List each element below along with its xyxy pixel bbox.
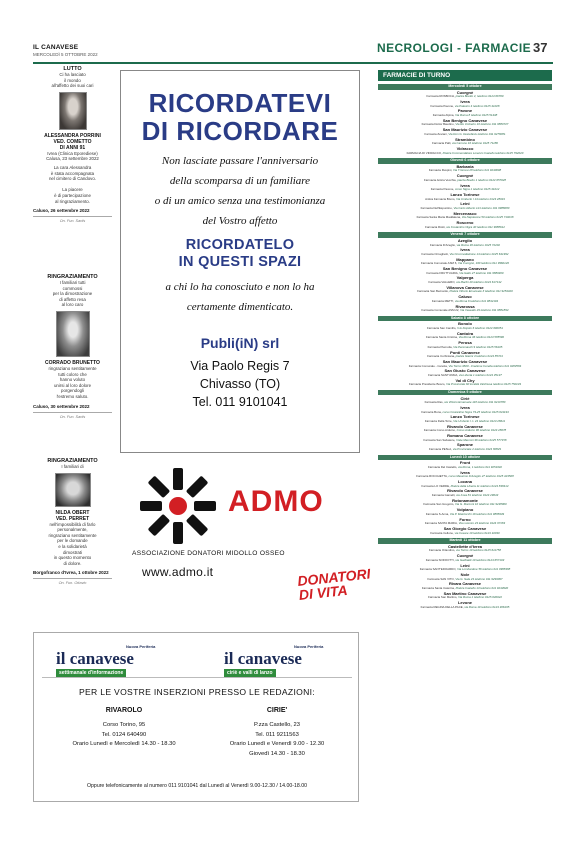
obituary-heading: LUTTO <box>63 66 82 72</box>
obituary-place-date: Caluso, 30 settembre 2022 <box>33 403 90 409</box>
pharmacy-town: Forno <box>459 516 471 522</box>
portrait-photo <box>59 92 87 130</box>
ad-cta-1: RICORDATELO <box>185 237 295 253</box>
admo-ad <box>120 455 372 630</box>
ad-company: Publi(iN) srl <box>200 335 280 351</box>
pharmacy-town: Rivara Canavese <box>448 581 482 587</box>
pharmacy-town: Val di Chy <box>455 377 475 383</box>
pharmacy-town: San Maurizio Canavese <box>442 358 488 364</box>
canavese-logo-left-sub: settimanale d'informazione <box>56 669 126 677</box>
pharmacy-entry <box>378 554 552 562</box>
pharmacy-town: Ivrea <box>460 247 470 253</box>
obituary-obert <box>33 458 112 585</box>
pharmacies-heading: FARMACIE DI TURNO <box>378 70 552 81</box>
obituary-details: nell'impossibilità di farlo personalmente, ringraziano sentitamente per le domande e la solidarietà dimostrati in questo momento di dolore. <box>48 521 97 566</box>
funeral-home: On. Fun. Ottavio <box>58 581 87 586</box>
pharmacy-days-list <box>378 84 552 609</box>
obituary-place-date: Caluso, 26 settembre 2022 <box>33 208 90 214</box>
pharmacy-entry <box>378 202 552 210</box>
pharmacy-entry <box>378 184 552 192</box>
pharmacy-entry <box>378 360 552 368</box>
pharmacy-entry <box>378 480 552 488</box>
pharmacy-town: Rivarossa <box>455 303 475 309</box>
pharmacy-entry <box>378 406 552 414</box>
pharmacy-entry <box>378 239 552 247</box>
pharmacy-name-address: Farmacia ROSBOCH, piazza Boetto 4, telefono 0124 66760 <box>426 95 504 99</box>
pharmacy-name-address: Farmacia METTI, via Roma 6 telefono 011 9832194 <box>431 299 499 303</box>
pharmacy-entry <box>378 601 552 609</box>
pharmacy-name-address: Farmacia SANT'ANNA, via Liberta 1 telefono 0124 35137 <box>428 373 502 377</box>
pharmacy-town: Barbania <box>456 163 474 169</box>
pharmacy-town: Volpiano <box>456 507 474 513</box>
divider <box>33 216 112 217</box>
pharmacy-entry <box>378 545 552 553</box>
pharmacy-town: Levone <box>457 600 472 606</box>
ad-headline-2: DI RICORDARE <box>141 116 339 146</box>
pharmacy-name-address: Farmacia SAN VITO, Via G. Sala 23 telefono 011 9299097 <box>427 577 503 581</box>
pharmacy-town: Bonolo <box>458 321 472 327</box>
pharmacy-town: Ciriè <box>460 395 470 401</box>
pharmacy-town: Leini <box>460 562 470 568</box>
publication-date: MERCOLEDÌ 5 OTTOBRE 2022 <box>33 52 98 57</box>
pharmacy-day-header: Mercoledì 5 ottobre <box>378 84 552 90</box>
page-header <box>33 40 553 62</box>
pharmacy-entry <box>378 489 552 497</box>
ad-text: Non lasciate passare l'anniversario della scomparsa di un familiare o di un amico senza una testimonianza del Vostro affetto <box>154 155 326 227</box>
divider <box>33 578 112 579</box>
pharmacy-town: Rivarolo Canavese <box>447 488 483 494</box>
pharmacy-entry <box>378 212 552 220</box>
pharmacy-name-address: Farmacia Dell'Espuntino, Via Carlo Alberto 121 telefono 011 9988080 <box>420 206 510 210</box>
pharmacy-name-address: Farmacia San Camillo, V.le Dopolo 6 telefono 0124 690051 <box>427 327 503 331</box>
pharmacy-entry <box>378 147 552 155</box>
pharmacy-town: Romano Canavese <box>447 433 483 439</box>
divider <box>42 677 352 678</box>
obituary-name: CORRADO BRUNETTO <box>45 359 100 366</box>
ad-phone: Tel. 011 9101041 <box>192 395 288 409</box>
pharmacy-name-address: Farmacia Piemolia, Via Peremasch 9 telefono 0125 56105 <box>427 345 503 349</box>
pharmacy-entry <box>378 119 552 127</box>
pharmacy-town: Vidracco <box>456 145 474 151</box>
pharmacy-name-address: Farmacia Antica Vecchia, piazza Boetto 1 telefono 0124 657028 <box>424 178 506 182</box>
pharmacy-name-address: Farmacia Comunale ASM 6, Via Cuorgnè, 160 telefono 011 9960120 <box>421 262 509 266</box>
pharmacy-entry <box>378 305 552 313</box>
divider <box>33 412 112 413</box>
pharmacy-name-address: Farmacia SANTA MARIA, Via Lorenzo 23 telefono 0124 97183 <box>424 522 506 526</box>
portrait-photo <box>56 311 90 357</box>
admo-slogan: DONATORI DI VITA <box>296 565 372 603</box>
pharmacy-name-address: Farmacia Riotti, via Costantino Nigra 40 telefono 011 9988612 <box>425 225 505 229</box>
pharmacy-town: Cuorgnè <box>456 89 474 95</box>
pharmacy-entry <box>378 128 552 136</box>
office-rivarolo: RIVAROLO Corso Torino, 95 Tel. 0124 640490 Orario Lunedì e Mercoledì 14.30 - 18.30 <box>72 707 176 747</box>
pharmacy-day-header: Sabato 8 ottobre <box>378 316 552 322</box>
obituary-intro: Ci ha lasciato il mondo all'affetto dei suoi cari <box>51 72 94 89</box>
canavese-logo-right-sub: ciriè e valli di lanzo <box>224 669 276 677</box>
pharmacy-entry <box>378 369 552 377</box>
pharmacy-town: Strambino <box>455 136 475 142</box>
pharmacy-town: Castellette d'Ivrea <box>447 543 483 549</box>
pharmacy-entry <box>378 397 552 405</box>
header-rule <box>33 62 553 64</box>
pharmacy-name-address: Farmacia D'Azeglio, via Roma 30 telefono 0125 72202 <box>430 243 500 247</box>
pharmacy-entry <box>378 434 552 442</box>
ad-cta-2: IN QUESTI SPAZI <box>178 254 302 270</box>
pharmacy-town: San Benigno Canavese <box>442 117 488 123</box>
pharmacy-entry <box>378 573 552 581</box>
pharmacy-town: Lanzo Torinese <box>450 191 480 197</box>
pharmacy-town: Sparone <box>456 442 473 448</box>
pharmacy-name-address: Farmacia Comunale - Ceretta, Via Torino 3829 - Frazione Ceretta telefono 011 9283584 <box>408 364 522 368</box>
pharmacy-entry <box>378 193 552 201</box>
pharmacy-town: Perosa <box>458 340 472 346</box>
pharmacy-name-address: Farmacia Santa Caterina, Piazza Castello 13 telefono 011 9243940 <box>421 586 509 590</box>
admo-association: ASSOCIAZIONE DONATORI MIDOLLO OSSEO <box>132 550 285 557</box>
pharmacy-town: Ivrea <box>460 469 470 475</box>
pharmacy-town: Mercenasco <box>453 210 477 216</box>
pharmacy-name-address: Farmacia Pavone, via Palestro 4 telefono 0125 41028 <box>430 104 500 108</box>
admo-logo-icon <box>138 466 218 546</box>
pharmacies-column <box>378 70 552 810</box>
canavese-logo-left: il canavese Nuova Periferia <box>56 644 156 668</box>
pharmacy-town: Leini <box>460 201 470 207</box>
pharmacy-name-address: Farmacia Ras, via Vittorio Emanuele 118 telefono 011 9210780 <box>424 401 506 405</box>
pharmacy-name-address: Farmacia ROCCHETTA, corso Massimo D'Azeglio 27 telefono 0125 423508 <box>416 475 514 479</box>
pharmacy-name-address: Farmacia Corso Arduino, Corso Arduino 90 telefono 0124 28078 <box>423 429 507 433</box>
pharmacy-town: Azeglio <box>457 237 473 243</box>
pharmacy-entry <box>378 174 552 182</box>
pharmacy-day-header: Lunedì 10 ottobre <box>378 455 552 461</box>
pharmacy-town: San Martino Canavese <box>443 590 487 596</box>
pharmacy-entry <box>378 138 552 146</box>
pharmacy-name-address: Farmacia Corbiniana, piazza Gianni 4 telefono 0124 85724 <box>427 355 503 359</box>
pharmacy-name-address: Farmacia VALLERO, via Martiri 20 telefono 0124 617142 <box>428 281 502 285</box>
pharmacy-entry <box>378 322 552 330</box>
pharmacy-town: Rosceno <box>456 220 474 226</box>
obituary-place-date: Borgofranco d'Ivrea, 1 ottobre 2022 <box>33 570 109 576</box>
pharmacy-name-address: Farmacia Presidente Bosco, Via Provinciale 60 località Valchiusa telefono 0125 750133 <box>408 383 521 387</box>
pharmacy-entry <box>378 518 552 526</box>
obituary-intro: I familiari tutti commossi per la dimostrazione di affetto resa al loro caro <box>52 280 93 308</box>
pharmacy-entry <box>378 415 552 423</box>
pharmacy-entry <box>378 332 552 340</box>
pharmacy-town: San Giusto Canavese <box>444 368 486 374</box>
pharmacy-name-address: Farmacia Gamelli, via Ivrea 81 telefono 0124 29643 <box>431 494 499 498</box>
pharmacy-name-address: Farmacia Del Castello, via Roma, 1 telefono 011 9251632 <box>427 465 503 469</box>
obituary-details: Ivrea (Clinica Eporediese) Calusa, 23 settembre 2022 <box>46 150 99 162</box>
pharmacy-name-address: Farmacia Dottor Baudino, Via Re Umberto 10 telefono 011 9880727 <box>421 123 509 127</box>
pharmacy-entry <box>378 351 552 359</box>
pharmacy-entry <box>378 286 552 294</box>
pharmacy-name-address: Farmacia San Gregorio, Via G. Marconi 10 telefono 011 9238900 <box>423 503 507 507</box>
pharmacy-entry <box>378 508 552 516</box>
pharmacy-entry <box>378 267 552 275</box>
admo-brand: ADMO <box>228 485 324 518</box>
admo-website: www.admo.it <box>142 565 214 579</box>
obituary-brunetto <box>33 274 112 419</box>
obituary-intro: I familiari di <box>61 464 84 469</box>
pharmacy-town: Villanova Canavese <box>446 284 484 290</box>
ad-headline-1: RICORDATEVI <box>148 88 332 118</box>
pharmacy-town: Pavone <box>457 108 473 114</box>
pharmacy-name-address: Farmacia Pavone, corso Nigra 1 telefono 0125 41012 <box>430 188 500 192</box>
pharmacy-name-address: FARMACIA DI VIDRACCO, Piazza Commendatore Lorenzo Castello telefono 0125 792020 <box>406 151 524 155</box>
pharmacy-town: Ponti Canavese <box>450 349 480 355</box>
pharmacy-entry <box>378 499 552 507</box>
pharmacy-name-address: Farmacia FRUTTUARIA, Via Gallo 27 telefono 011 9880300 <box>426 271 504 275</box>
pharmacy-name-address: Farmacia Cellone, via Cesare 10 telefono 0124 32030 <box>430 531 500 535</box>
obituary-details: ringraziano sentitamente tutti coloro che hanno voluto unirsi al loro dolore porgendogli l'estremo saluto. <box>48 365 97 399</box>
office-cirie: CIRIE' P.zza Castello, 23 Tel. 011 9211563 Orario Lunedì e Venerdì 9.00 - 12.30 Giovedì 14.30 - 18.30 <box>229 707 325 757</box>
pharmacy-town: Cuorgnè <box>456 173 474 179</box>
pharmacy-name-address: Farmacia Alpina, Via Roma 8 telefono 0125 51438 <box>432 114 498 118</box>
obituary-name: NILDA OBERT VED. PERRET <box>55 509 90 522</box>
pharmacy-name-address: Farmacia Della Torre, Via Umberto I n. 24 telefono 0123 28611 <box>424 419 506 423</box>
pharmacy-town: Rotonamonte <box>452 497 478 503</box>
pharmacy-entry <box>378 100 552 108</box>
pharmacy-entry <box>378 276 552 284</box>
pharmacy-name-address: Farmacia REGINA DELLA PACE, via Roma 10 telefono 0124 306195 <box>420 605 510 609</box>
pharmacy-entry <box>378 109 552 117</box>
obituary-heading: RINGRAZIAMENTO <box>47 458 98 464</box>
pharmacy-entry <box>378 527 552 535</box>
pharmacy-name-address: Farmacia Zeviani, Via Don G. Destefanis telefono 011 9278081 <box>424 132 506 136</box>
canavese-ad <box>33 632 359 802</box>
pharmacy-town: Rivarolo Canavese <box>447 423 483 429</box>
obituary-name: ALESSANDRA PORRINI VED. COMETTO DI ANNI 91 <box>44 132 101 151</box>
pharmacy-town: Ivrea <box>460 182 470 188</box>
obituary-porrini <box>33 66 112 223</box>
obituary-body: La cara Alessandra è stata accompagnata nel cimitero di Candovo. La piacere è di partecipazione al ringraziamento. <box>48 164 97 204</box>
ad-text-2: a chi lo ha conosciuto e non lo ha certamente dimenticato. <box>165 281 315 313</box>
pharmacy-entry <box>378 425 552 433</box>
pharmacy-name-address: Farmacia Orlandino, via Torino 10 telefono 0125 611758 <box>428 549 501 553</box>
pharmacy-entry <box>378 91 552 99</box>
pharmacy-entry <box>378 221 552 229</box>
pharmacy-name-address: Farmacia Ornaghetti, Via Circonvallazione 14 telefono 0125 641992 <box>421 252 509 256</box>
pharmacy-entry <box>378 165 552 173</box>
pharmacy-entry <box>378 471 552 479</box>
pharmacy-name-address: Farmacia Palli, via Carrone 16 telefono 0125 71186 <box>432 142 498 146</box>
pharmacy-town: Caluso <box>458 294 472 300</box>
section-title: NECROLOGI - FARMACIE <box>377 41 531 55</box>
pharmacy-town: Mappano <box>456 256 474 262</box>
funeral-home: On. Fun. Sartis <box>59 219 86 224</box>
ad-city: Chivasso (TO) <box>199 377 281 391</box>
canavese-logo-right: il canavese Nuova Periferia <box>224 644 324 668</box>
pharmacy-entry <box>378 248 552 256</box>
pharmacy-name-address: Farmacia S.Anna, Via P. Mazzocchi 16 telefono 011 9888339 <box>425 512 505 516</box>
pharmacy-day-header: Martedì 11 ottobre <box>378 538 552 544</box>
pharmacy-name-address: Farmacia San Bernardo, Piazza Vittorio Emanuele II telefono 011 9254320 <box>417 290 513 294</box>
ricordare-ad <box>120 70 360 453</box>
pharmacy-town: San Giorgio Canavese <box>443 525 487 531</box>
pharmacy-entry <box>378 582 552 590</box>
pharmacy-name-address: Farmacia Bona, corso Costantino Nigra 73-25 telefono 0125 641193 <box>421 410 509 414</box>
pharmacy-entry <box>378 461 552 469</box>
pharmacy-town: Ivrea <box>460 99 470 105</box>
pharmacy-day-header: Venerdì 7 ottobre <box>378 232 552 238</box>
pharmacy-name-address: Farmacia Comunale ASM 22, Via Vassallo 29 telefono 011 9881894 <box>421 309 509 313</box>
pharmacy-name-address: Antica Farmacia Bruno, Via Umberto I 14 telefono 0123 28019 <box>425 197 505 201</box>
pharmacy-town: Cuorgnè <box>456 553 474 559</box>
pharmacy-town: Valperga <box>456 275 474 281</box>
pharmacy-day-header: Domenica 9 ottobre <box>378 390 552 396</box>
pharmacy-town: Front <box>459 460 471 466</box>
pharmacy-day-header: Giovedì 6 ottobre <box>378 158 552 164</box>
canavese-ad-footer: Oppure telefonicamente al numero 011 9101041 dal Lunedì al Venerdì 9.00-12.30 / 14.00-18.00 <box>87 783 307 789</box>
pharmacy-name-address: Farmacia San Martino, Via Roma 1 telefono 0125 640022 <box>428 596 502 600</box>
funeral-home: On. Fun. Sartis <box>59 414 86 419</box>
pharmacy-entry <box>378 341 552 349</box>
pharmacy-town: Nole <box>460 571 470 577</box>
pharmacy-entry <box>378 592 552 600</box>
pharmacy-entry <box>378 443 552 451</box>
pharmacy-name-address: Farmacia Santa Maria Maddalena, Via Napoleone 50 telefono 0125 710018 <box>416 216 514 220</box>
pharmacy-name-address: Farmacia PESLA, via Provinciale 2 telefono 0124 80829 <box>429 448 501 452</box>
page-number: 37 <box>533 40 548 55</box>
publication-name: IL CANAVESE <box>33 44 79 51</box>
pharmacy-town: Cantoira <box>456 330 474 336</box>
pharmacy-town: San Maurizio Canavese <box>442 127 488 133</box>
pharmacy-name-address: Farmacia SANT'EDOARDO, Via Lombardore 56 telefono 011 9988388 <box>419 568 511 572</box>
pharmacy-name-address: Farmacia SOFFIOTTI, via Garibaldi 10 telefono 0124 657103 <box>425 558 505 562</box>
pharmacy-town: Ivrea <box>460 404 470 410</box>
pharmacy-entry <box>378 258 552 266</box>
pharmacy-name-address: Farmacia Santa Cristina, Via Roma 36 telefono 0123 585590 <box>425 336 505 340</box>
pharmacy-entry <box>378 564 552 572</box>
ad-street: Via Paolo Regis 7 <box>190 359 290 373</box>
canavese-ad-title: PER LE VOSTRE INSERZIONI PRESSO LE REDAZIONI: <box>78 687 316 697</box>
pharmacy-name-address: Farmacia San Salvatore, Viale Marconi 36 telefono 0125 577158 <box>423 438 507 442</box>
obituary-heading: RINGRAZIAMENTO <box>47 274 98 280</box>
pharmacy-name-address: Farmacia Ruspini, Via T.Grossi 28 telefono 011 9240008 <box>428 169 502 173</box>
pharmacy-town: Locana <box>457 479 472 485</box>
pharmacy-entry <box>378 295 552 303</box>
pharmacy-town: San Benigno Canavese <box>442 266 488 272</box>
portrait-photo <box>55 473 91 507</box>
pharmacy-name-address: Farmacia LO VERDE, Piazza della Liberta 11 telefono 0124 838414 <box>421 484 509 488</box>
pharmacy-entry <box>378 379 552 387</box>
pharmacy-town: Lanzo Torinese <box>450 414 480 420</box>
